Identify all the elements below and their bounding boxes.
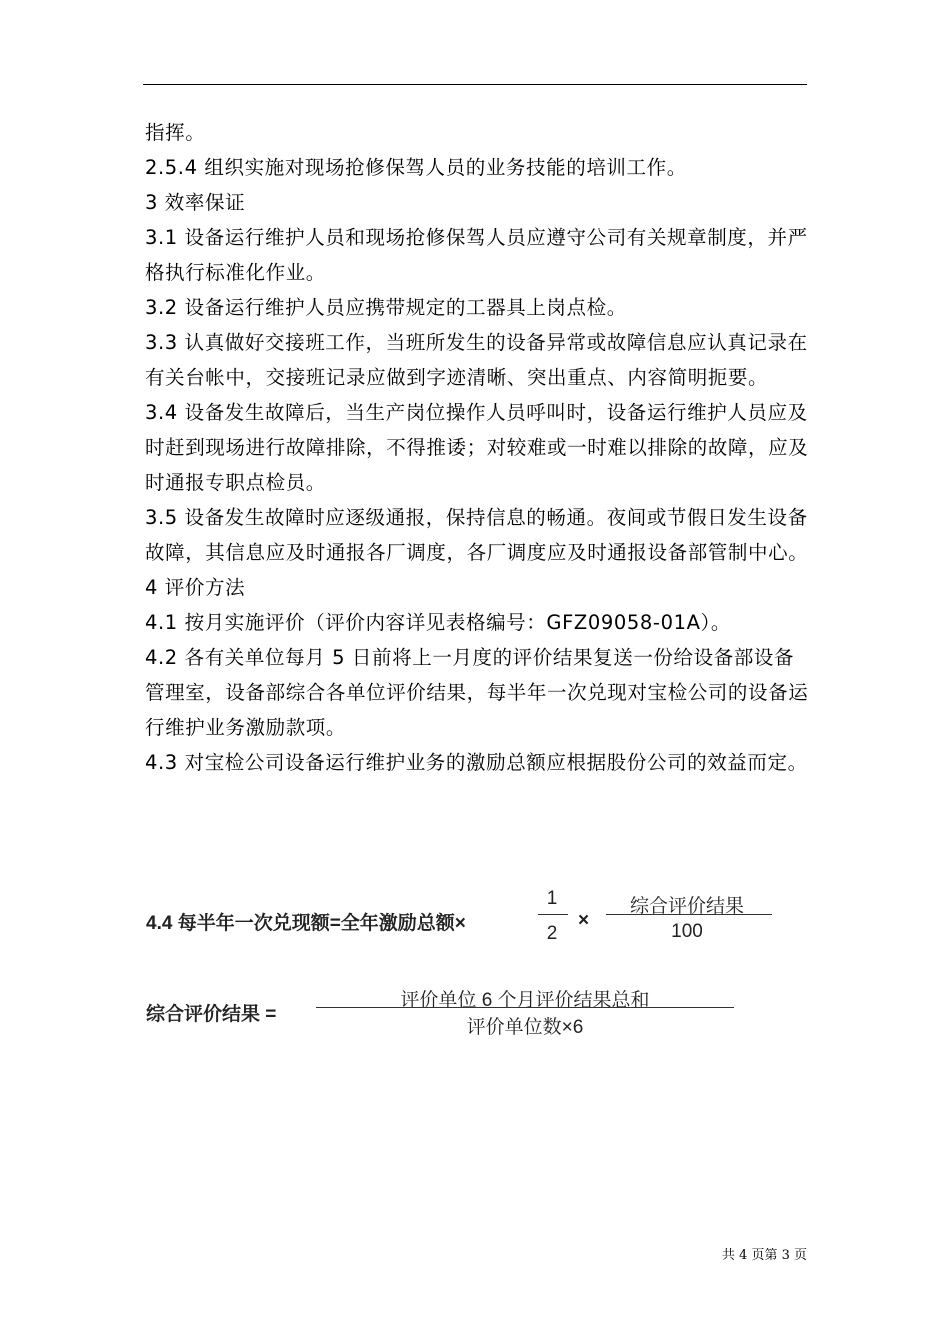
formula-composite-lhs: 综合评价结果 =	[146, 1004, 277, 1025]
fraction-half-bar	[538, 914, 568, 915]
section-heading: 4 评价方法	[145, 576, 246, 599]
header-rule	[143, 84, 807, 85]
paragraph: 3.2 设备运行维护人员应携带规定的工器具上岗点检。	[145, 296, 627, 319]
fraction-half-denominator: 2	[546, 923, 558, 944]
paragraph: 指挥。	[145, 121, 206, 144]
paragraph: 4.2 各有关单位每月 5 日前将上一月度的评价结果复送一份给设备部设备管理室，设备部综合各单位评价结果，每半年一次兑现对宝检公司的设备运行维护业务激励款项。	[145, 646, 809, 739]
paragraph: 4.3 对宝检公司设备运行维护业务的激励总额应根据股份公司的效益而定。	[145, 751, 808, 774]
fraction-score-denominator: 100	[671, 921, 703, 942]
composite-fraction-bar	[316, 1007, 734, 1008]
paragraph: 4.1 按月实施评价（评价内容详见表格编号：GFZ09058-01A）。	[145, 611, 731, 634]
paragraph: 3.5 设备发生故障时应逐级通报，保持信息的畅通。夜间或节假日发生设备故障，其信息应及时通报各厂调度，各厂调度应及时通报设备部管制中心。	[145, 506, 809, 564]
fraction-score-numerator: 综合评价结果	[629, 896, 744, 917]
paragraph: 3.3 认真做好交接班工作，当班所发生的设备异常或故障信息应认真记录在有关台帐中，交接班记录应做到字迹清晰、突出重点、内容简明扼要。	[145, 331, 808, 389]
fraction-half-numerator: 1	[546, 888, 558, 909]
composite-numerator: 评价单位 6 个月评价结果总和	[400, 990, 650, 1011]
paragraph: 3.4 设备发生故障后，当生产岗位操作人员呼叫时，设备运行维护人员应及时赶到现场进行故障排除，不得推诿；对较难或一时难以排除的故障，应及时通报专职点检员。	[145, 401, 809, 494]
formula-payout-lhs: 4.4 每半年一次兑现额=全年激励总额×	[146, 913, 466, 934]
multiply-sign: ×	[578, 910, 590, 931]
section-heading: 3 效率保证	[145, 191, 246, 214]
fraction-score-bar	[606, 914, 772, 915]
document-body	[145, 115, 810, 780]
paragraph: 3.1 设备运行维护人员和现场抢修保驾人员应遵守公司有关规章制度，并严格执行标准化作业。	[145, 226, 808, 284]
page-number: 共 4 页第 3 页	[721, 1248, 807, 1263]
paragraph: 2.5.4 组织实施对现场抢修保驾人员的业务技能的培训工作。	[145, 156, 687, 179]
composite-denominator: 评价单位数×6	[466, 1017, 584, 1038]
